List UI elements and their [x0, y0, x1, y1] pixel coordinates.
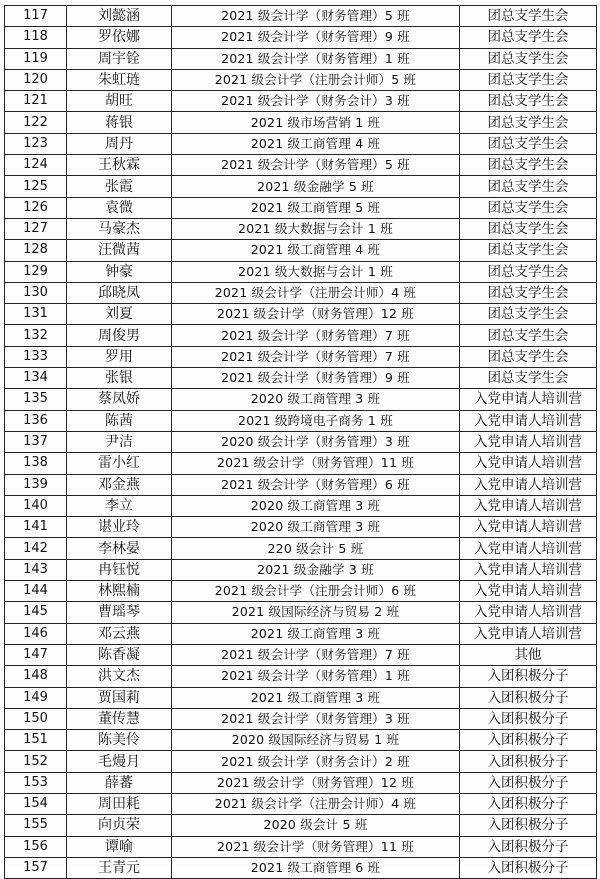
row-number-cell: 137	[5, 431, 67, 452]
student-name-cell: 蒋银	[67, 112, 172, 133]
class-name-cell: 2021 级工商管理 4 班	[172, 133, 460, 154]
student-name-cell: 雷小红	[67, 453, 172, 474]
table-row	[5, 836, 597, 857]
organization-cell: 入团积极分子	[460, 708, 597, 729]
organization-cell: 团总支学生会	[460, 282, 597, 303]
table-row	[5, 91, 597, 112]
row-number-cell: 127	[5, 218, 67, 239]
organization-cell: 入党申请人培训营	[460, 389, 597, 410]
row-number-cell: 138	[5, 453, 67, 474]
table-row	[5, 857, 597, 878]
organization-cell: 入党申请人培训营	[460, 410, 597, 431]
row-number-cell: 120	[5, 69, 67, 90]
organization-cell: 入团积极分子	[460, 730, 597, 751]
row-number-cell: 142	[5, 538, 67, 559]
organization-cell: 团总支学生会	[460, 155, 597, 176]
row-number-cell: 157	[5, 857, 67, 878]
table-row	[5, 687, 597, 708]
student-name-cell: 薛蕃	[67, 772, 172, 793]
organization-cell: 入党申请人培训营	[460, 559, 597, 580]
class-name-cell: 2021 级会计学（注册会计师）4 班	[172, 793, 460, 814]
organization-cell: 入党申请人培训营	[460, 431, 597, 452]
student-name-cell: 贾国莉	[67, 687, 172, 708]
class-name-cell: 2021 级会计学（财务管理）12 班	[172, 772, 460, 793]
organization-cell: 入团积极分子	[460, 772, 597, 793]
student-name-cell: 向贞荣	[67, 815, 172, 836]
student-name-cell: 周宇铨	[67, 48, 172, 69]
class-name-cell: 2021 级会计学（财务管理）11 班	[172, 836, 460, 857]
organization-cell: 团总支学生会	[460, 218, 597, 239]
class-name-cell: 2020 级会计学（财务管理）3 班	[172, 431, 460, 452]
class-name-cell: 2021 级会计学（财务管理）1 班	[172, 666, 460, 687]
student-name-cell: 李立	[67, 495, 172, 516]
class-name-cell: 2021 级工商管理 5 班	[172, 197, 460, 218]
table-row	[5, 772, 597, 793]
student-name-cell: 邱晓凤	[67, 282, 172, 303]
row-number-cell: 125	[5, 176, 67, 197]
class-name-cell: 2021 级工商管理 6 班	[172, 857, 460, 878]
row-number-cell: 124	[5, 155, 67, 176]
student-name-cell: 蔡凤娇	[67, 389, 172, 410]
row-number-cell: 141	[5, 517, 67, 538]
table-row	[5, 155, 597, 176]
class-name-cell: 220 级会计 5 班	[172, 538, 460, 559]
class-name-cell: 2021 级会计学（财务管理）1 班	[172, 48, 460, 69]
class-name-cell: 2020 级工商管理 3 班	[172, 517, 460, 538]
organization-cell: 团总支学生会	[460, 261, 597, 282]
class-name-cell: 2021 级会计学（财务管理）7 班	[172, 325, 460, 346]
student-name-cell: 罗依娜	[67, 27, 172, 48]
student-name-cell: 毛熳月	[67, 751, 172, 772]
organization-cell: 入团积极分子	[460, 793, 597, 814]
table-row	[5, 751, 597, 772]
organization-cell: 团总支学生会	[460, 133, 597, 154]
student-name-cell: 刘懿涵	[67, 6, 172, 27]
table-row	[5, 602, 597, 623]
student-name-cell: 董传慧	[67, 708, 172, 729]
row-number-cell: 152	[5, 751, 67, 772]
table-row	[5, 581, 597, 602]
table-row	[5, 325, 597, 346]
class-name-cell: 2021 级会计学（注册会计师）4 班	[172, 282, 460, 303]
organization-cell: 团总支学生会	[460, 48, 597, 69]
class-name-cell: 2021 级会计学（财务管理）12 班	[172, 304, 460, 325]
table-row	[5, 793, 597, 814]
class-name-cell: 2020 级会计 5 班	[172, 815, 460, 836]
class-name-cell: 2021 级国际经济与贸易 2 班	[172, 602, 460, 623]
row-number-cell: 143	[5, 559, 67, 580]
organization-cell: 团总支学生会	[460, 112, 597, 133]
student-name-cell: 胡旺	[67, 91, 172, 112]
table-row	[5, 453, 597, 474]
row-number-cell: 123	[5, 133, 67, 154]
row-number-cell: 145	[5, 602, 67, 623]
table-row	[5, 474, 597, 495]
class-name-cell: 2020 级工商管理 3 班	[172, 389, 460, 410]
class-name-cell: 2021 级会计学（财务管理）6 班	[172, 474, 460, 495]
row-number-cell: 130	[5, 282, 67, 303]
roster-table	[4, 5, 597, 879]
row-number-cell: 149	[5, 687, 67, 708]
table-row	[5, 538, 597, 559]
row-number-cell: 121	[5, 91, 67, 112]
organization-cell: 团总支学生会	[460, 368, 597, 389]
organization-cell: 团总支学生会	[460, 176, 597, 197]
row-number-cell: 148	[5, 666, 67, 687]
organization-cell: 团总支学生会	[460, 69, 597, 90]
table-row	[5, 69, 597, 90]
row-number-cell: 132	[5, 325, 67, 346]
class-name-cell: 2021 级会计学（财务管理）3 班	[172, 708, 460, 729]
row-number-cell: 151	[5, 730, 67, 751]
organization-cell: 团总支学生会	[460, 91, 597, 112]
row-number-cell: 140	[5, 495, 67, 516]
class-name-cell: 2021 级跨境电子商务 1 班	[172, 410, 460, 431]
table-row	[5, 133, 597, 154]
student-name-cell: 王秋霖	[67, 155, 172, 176]
student-name-cell: 李林晏	[67, 538, 172, 559]
table-row	[5, 410, 597, 431]
table-row	[5, 6, 597, 27]
student-name-cell: 邓金燕	[67, 474, 172, 495]
student-name-cell: 邓云燕	[67, 623, 172, 644]
class-name-cell: 2021 级大数据与会计 1 班	[172, 218, 460, 239]
student-name-cell: 谭喻	[67, 836, 172, 857]
organization-cell: 入党申请人培训营	[460, 453, 597, 474]
row-number-cell: 128	[5, 240, 67, 261]
row-number-cell: 139	[5, 474, 67, 495]
class-name-cell: 2021 级金融学 3 班	[172, 559, 460, 580]
row-number-cell: 150	[5, 708, 67, 729]
organization-cell: 团总支学生会	[460, 240, 597, 261]
organization-cell: 入党申请人培训营	[460, 495, 597, 516]
row-number-cell: 147	[5, 644, 67, 665]
row-number-cell: 155	[5, 815, 67, 836]
class-name-cell: 2021 级会计学（财务管理）5 班	[172, 6, 460, 27]
row-number-cell: 136	[5, 410, 67, 431]
table-row	[5, 730, 597, 751]
student-name-cell: 陈茜	[67, 410, 172, 431]
organization-cell: 入党申请人培训营	[460, 474, 597, 495]
organization-cell: 团总支学生会	[460, 304, 597, 325]
table-row	[5, 666, 597, 687]
student-name-cell: 张霞	[67, 176, 172, 197]
organization-cell: 入团积极分子	[460, 666, 597, 687]
class-name-cell: 2021 级工商管理 4 班	[172, 240, 460, 261]
organization-cell: 团总支学生会	[460, 325, 597, 346]
student-name-cell: 汪微茜	[67, 240, 172, 261]
row-number-cell: 135	[5, 389, 67, 410]
table-row	[5, 559, 597, 580]
class-name-cell: 2021 级会计学（财务管理）5 班	[172, 155, 460, 176]
table-row	[5, 112, 597, 133]
class-name-cell: 2021 级会计学（财务管理）9 班	[172, 27, 460, 48]
table-row	[5, 708, 597, 729]
class-name-cell: 2021 级会计学（财务会计）2 班	[172, 751, 460, 772]
organization-cell: 团总支学生会	[460, 197, 597, 218]
class-name-cell: 2020 级工商管理 3 班	[172, 495, 460, 516]
table-row	[5, 815, 597, 836]
class-name-cell: 2021 级工商管理 3 班	[172, 623, 460, 644]
row-number-cell: 153	[5, 772, 67, 793]
class-name-cell: 2021 级大数据与会计 1 班	[172, 261, 460, 282]
class-name-cell: 2021 级会计学（财务管理）9 班	[172, 368, 460, 389]
table-row	[5, 27, 597, 48]
student-name-cell: 王青元	[67, 857, 172, 878]
class-name-cell: 2020 级国际经济与贸易 1 班	[172, 730, 460, 751]
table-row	[5, 261, 597, 282]
row-number-cell: 131	[5, 304, 67, 325]
class-name-cell: 2021 级会计学（财务管理）7 班	[172, 644, 460, 665]
table-row	[5, 368, 597, 389]
organization-cell: 其他	[460, 644, 597, 665]
row-number-cell: 156	[5, 836, 67, 857]
table-row	[5, 644, 597, 665]
student-name-cell: 刘夏	[67, 304, 172, 325]
table-row	[5, 282, 597, 303]
table-row	[5, 431, 597, 452]
student-name-cell: 钟豪	[67, 261, 172, 282]
table-row	[5, 197, 597, 218]
organization-cell: 入团积极分子	[460, 836, 597, 857]
class-name-cell: 2021 级会计学（财务会计）3 班	[172, 91, 460, 112]
table-row	[5, 517, 597, 538]
organization-cell: 团总支学生会	[460, 27, 597, 48]
row-number-cell: 129	[5, 261, 67, 282]
organization-cell: 团总支学生会	[460, 346, 597, 367]
organization-cell: 入党申请人培训营	[460, 538, 597, 559]
student-name-cell: 周丹	[67, 133, 172, 154]
row-number-cell: 118	[5, 27, 67, 48]
student-name-cell: 周田耗	[67, 793, 172, 814]
student-name-cell: 马豪杰	[67, 218, 172, 239]
table-row	[5, 495, 597, 516]
row-number-cell: 119	[5, 48, 67, 69]
class-name-cell: 2021 级工商管理 3 班	[172, 687, 460, 708]
student-name-cell: 谌业玲	[67, 517, 172, 538]
row-number-cell: 144	[5, 581, 67, 602]
class-name-cell: 2021 级会计学（注册会计师）6 班	[172, 581, 460, 602]
row-number-cell: 146	[5, 623, 67, 644]
student-name-cell: 周俊男	[67, 325, 172, 346]
organization-cell: 入团积极分子	[460, 687, 597, 708]
student-name-cell: 冉钰悦	[67, 559, 172, 580]
organization-cell: 入党申请人培训营	[460, 581, 597, 602]
organization-cell: 入团积极分子	[460, 857, 597, 878]
student-name-cell: 张银	[67, 368, 172, 389]
row-number-cell: 117	[5, 6, 67, 27]
table-row	[5, 389, 597, 410]
table-row	[5, 176, 597, 197]
student-name-cell: 洪文杰	[67, 666, 172, 687]
class-name-cell: 2021 级会计学（注册会计师）5 班	[172, 69, 460, 90]
student-name-cell: 罗用	[67, 346, 172, 367]
table-row	[5, 218, 597, 239]
table-row	[5, 48, 597, 69]
row-number-cell: 154	[5, 793, 67, 814]
organization-cell: 团总支学生会	[460, 6, 597, 27]
organization-cell: 入团积极分子	[460, 815, 597, 836]
class-name-cell: 2021 级市场营销 1 班	[172, 112, 460, 133]
roster-table-body	[5, 6, 597, 879]
student-name-cell: 陈美伶	[67, 730, 172, 751]
class-name-cell: 2021 级会计学（财务管理）11 班	[172, 453, 460, 474]
organization-cell: 入团积极分子	[460, 751, 597, 772]
student-name-cell: 曹瑶琴	[67, 602, 172, 623]
table-row	[5, 346, 597, 367]
row-number-cell: 134	[5, 368, 67, 389]
student-name-cell: 陈香凝	[67, 644, 172, 665]
class-name-cell: 2021 级会计学（财务管理）7 班	[172, 346, 460, 367]
table-row	[5, 240, 597, 261]
organization-cell: 入党申请人培训营	[460, 602, 597, 623]
row-number-cell: 122	[5, 112, 67, 133]
class-name-cell: 2021 级金融学 5 班	[172, 176, 460, 197]
student-name-cell: 朱虹琏	[67, 69, 172, 90]
table-row	[5, 623, 597, 644]
row-number-cell: 126	[5, 197, 67, 218]
student-name-cell: 林熙楠	[67, 581, 172, 602]
table-row	[5, 304, 597, 325]
organization-cell: 入党申请人培训营	[460, 623, 597, 644]
row-number-cell: 133	[5, 346, 67, 367]
student-name-cell: 尹洁	[67, 431, 172, 452]
student-name-cell: 袁微	[67, 197, 172, 218]
organization-cell: 入党申请人培训营	[460, 517, 597, 538]
